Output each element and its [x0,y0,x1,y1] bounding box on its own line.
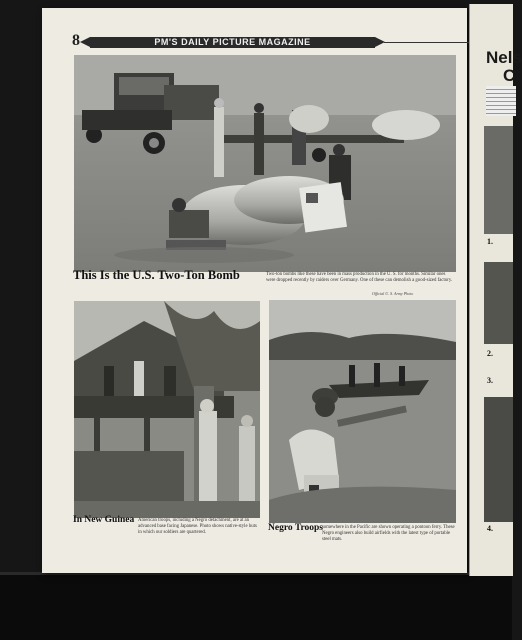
adjacent-page-text [486,86,516,116]
magazine-title-banner: PM'S DAILY PICTURE MAGAZINE [90,37,375,48]
negro-troops-caption: somewhere in the Pacific are shown operating a pontoon ferry. These Negro engineers also build airfields with the latest type of portable steel mats. [322,525,455,542]
bomb-photo-credit: Official U. S. Army Photo [372,291,414,296]
desk-surface [0,575,512,640]
adjacent-page-marker-3: 3. [487,376,493,385]
adjacent-page [469,4,522,576]
adjacent-page-title-line2: C [503,66,516,85]
bomb-photo [74,55,456,272]
adjacent-page-marker-4: 4. [487,524,493,533]
header-rule [384,42,474,43]
negro-troops-photo [269,300,456,523]
page-number: 8 [72,32,80,49]
new-guinea-caption: American troops, including a Negro detachment, are at an advanced base facing Japanese. Photo shows native-style huts in which our soldiers are quartered. [138,518,257,535]
magazine-page [42,8,467,573]
new-guinea-photo-image [74,301,260,518]
adjacent-page-photo-3 [484,397,513,522]
new-guinea-photo [74,301,260,518]
negro-troops-headline: Negro Troops [268,523,323,533]
negro-troops-photo-image [269,300,456,523]
new-guinea-headline: In New Guinea [73,515,135,525]
bomb-photo-image [74,55,456,272]
bomb-headline: This Is the U.S. Two-Ton Bomb [73,268,240,282]
adjacent-page-photo-2 [484,262,513,344]
adjacent-page-photo-1 [484,126,513,234]
page-header [72,32,467,52]
adjacent-page-marker-1: 1. [487,237,493,246]
bomb-caption: Two-ton bombs like these have been in mass production in the U. S. for months. Similar ones were dropped recently by raiders over Germany. One of these can demolish a good-sized factory. [266,272,453,283]
adjacent-page-marker-2: 2. [487,349,493,358]
adjacent-page-title: Nels [486,48,522,67]
